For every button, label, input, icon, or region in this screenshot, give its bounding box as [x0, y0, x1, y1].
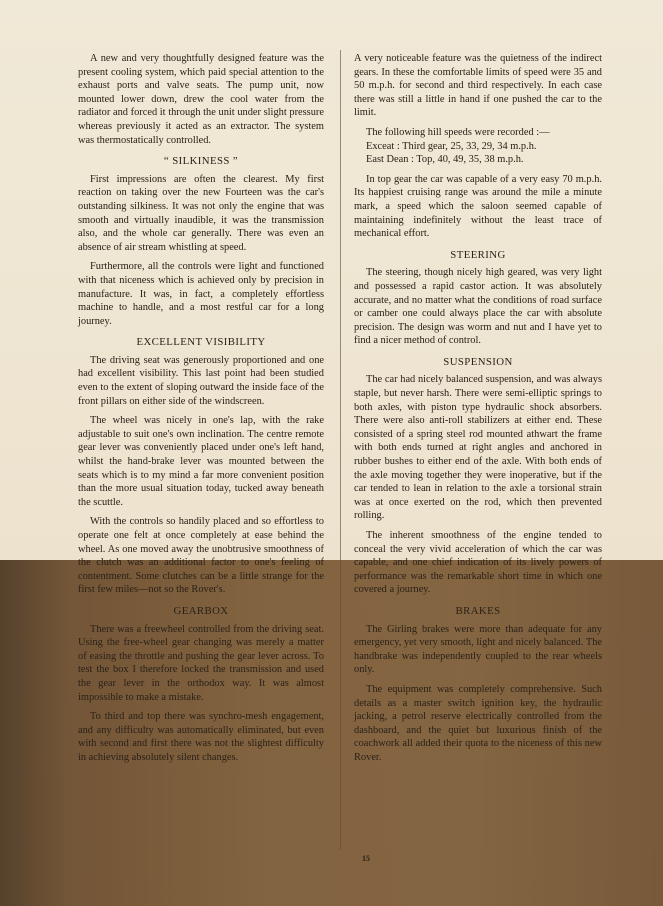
- paragraph: The wheel was nicely in one's lap, with the rake adjustable to suit one's own inclination. The centre remote gear lever was conveniently placed under one's left hand, whilst the hand-brake lever was mounted between the seats which is to my mind a far more convenient position than the more usual situation today, tucked away beneath the scuttle.: [78, 415, 324, 508]
- section-heading-steering: STEERING: [450, 248, 506, 261]
- right-column: [354, 52, 602, 771]
- section-heading-brakes: BRAKES: [455, 604, 501, 617]
- left-column: [78, 52, 324, 771]
- paragraph: The equipment was completely comprehensive. Such details as a master switch ignition key, the hydraulic jacking, a petrol reserve electrically controlled from the dashboard, and the quiet but luxurious finish of the coachwork all added their quota to the niceness of this new Rover.: [354, 683, 602, 763]
- section-heading-visibility: EXCELLENT VISIBILITY: [136, 336, 266, 349]
- paragraph: The driving seat was generously proportioned and one had excellent visibility. This last point had been studied even to the extent of sloping outward the inside face of the front pillars on either side of the windscreen.: [78, 354, 324, 407]
- section-heading-silkiness: “ SILKINESS ”: [163, 155, 239, 168]
- paragraph: The steering, though nicely high geared, was very light and possessed a rapid castor action. It was absolutely accurate, and no matter what the conditions of road surface or camber one could always place the car with absolute precision. The design was worm and nut and I have yet to find a nicer method of control.: [354, 267, 602, 347]
- page-number: 15: [362, 854, 370, 863]
- section-heading-gearbox: GEARBOX: [173, 604, 229, 617]
- paragraph: To third and top there was synchro-mesh engagement, and any difficulty was automatically eliminated, but even with second and first there was not the slightest difficulty in achieving absolutely silent changes.: [78, 711, 324, 763]
- paragraph: First impressions are often the clearest. My first reaction on taking over the new Fourteen was the car's outstanding silkiness. It was not only the engine that was smooth and virtually inaudible, it was the transmission also, and the whole car generally. There was even an absence of air stream whistling at speed.: [78, 173, 324, 253]
- paragraph: In top gear the car was capable of a very easy 70 m.p.h. Its happiest cruising range was around the mile a minute mark, a speed which the saloon seemed capable of maintaining indefinitely without the least trace of mechanical effort.: [354, 173, 602, 240]
- hill-speed-line: East Dean : Top, 40, 49, 35, 38 m.p.h.: [366, 154, 524, 166]
- paragraph: There was a freewheel controlled from the driving seat. Using the free-wheel gear changing was merely a matter of easing the throttle and pushing the gear lever across. To test the box I therefore locked the transmission and used the gear lever in the orthodox way. It was almost impossible to make a mistake.: [78, 623, 324, 703]
- section-heading-suspension: SUSPENSION: [443, 355, 513, 368]
- hill-speed-line: Exceat : Third gear, 25, 33, 29, 34 m.p.h.: [366, 140, 537, 152]
- paragraph: The inherent smoothness of the engine tended to conceal the very vivid acceleration of which the car was capable, and one chief indication of its lively powers of performance was the remarkable short time in which one covered a journey.: [354, 530, 602, 596]
- column-divider: [340, 50, 341, 850]
- paragraph: With the controls so handily placed and so effortless to operate one felt at once completely at ease behind the wheel. As one moved away the unobtrusive smoothness of the clutch was an additional factor to one's feeling of contentment. Some clutches can be a little strange for the first few miles—not so the Rover's.: [78, 516, 324, 596]
- paragraph: A new and very thoughtfully designed feature was the present cooling system, which paid special attention to the exhaust ports and valve seats. The pump unit, now mounted lower down, drew the cool water from the radiator and forced it through the unit under slight pressure whereas previously it acted as an extractor. The system was thermostatically controlled.: [78, 53, 324, 146]
- paragraph: Furthermore, all the controls were light and functioned with that niceness which is achieved only by precision in manufacture. It was, in fact, a completely effortless machine to handle, and a most restful car for a long journey.: [78, 261, 324, 327]
- paragraph: A very noticeable feature was the quietness of the indirect gears. In these the comfortable limits of speed were 35 and 50 m.p.h. for second and third respectively. In each case there was still a little in hand if one pushed the car to the limit.: [354, 53, 602, 119]
- paragraph: The Girling brakes were more than adequate for any emergency, yet very smooth, light and nicely balanced. The handbrake was independently coupled to the rear wheels only.: [354, 623, 602, 676]
- paragraph: The car had nicely balanced suspension, and was always staple, but never harsh. There were semi-elliptic springs to both axles, with piston type hydraulic shock absorbers. There were also anti-roll stabilizers at either end. These consisted of a spring steel rod mounted athwart the frame with both ends turned at right angles and anchored in rubber bushes to either end of the axle. With both ends of the axle moving together they were inoperative, but if the car tended to lean in relation to the axle a torsional strain was at once exerted on the rod, which then prevented rolling.: [354, 374, 602, 522]
- paragraph: The following hill speeds were recorded :—: [366, 126, 550, 138]
